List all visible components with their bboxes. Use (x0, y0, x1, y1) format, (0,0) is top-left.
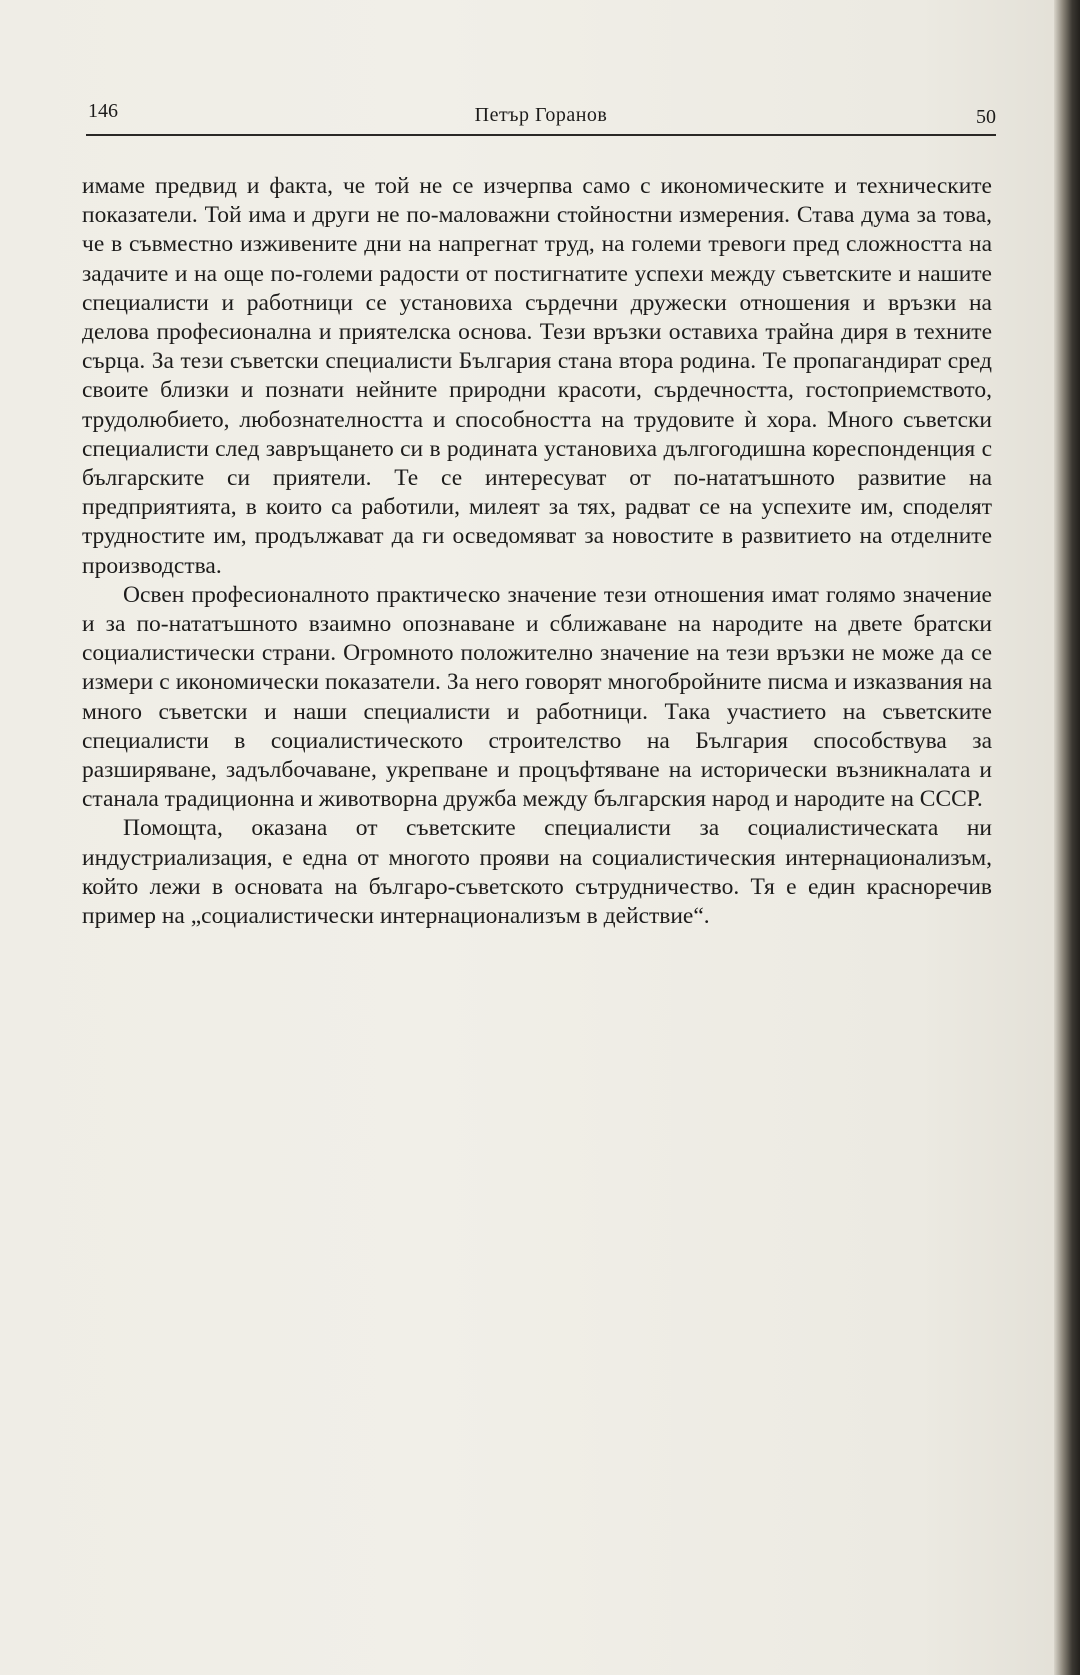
page-header (86, 100, 996, 136)
paragraph-2: Освен професионалното практическо значение тези отношения имат голямо значение и за по-нататъшното взаимно опознаване и сближаване на народите на двете братски социалистически страни. Огромното положително значение на тези връзки не може да се измери с икономически показатели. За него говорят многобройните писма и изказвания на много съветски и наши специалисти и работници. Така участието на съветските специалисти в социалистическото строителство на България способствува за разширяване, задълбочаване, укрепване и процъфтяване на исторически възникналата и станала традиционна и животворна дружба между българския народ и народите на СССР. (82, 581, 992, 813)
running-title: Петър Горанов (474, 104, 608, 126)
body-text (82, 172, 992, 931)
paragraph-3: Помощта, оказана от съветските специалисти за социалистическата ни индустриализация, е една от многото прояви на социалистическия интернационализъм, който лежи в основата на българо-съветското сътрудничество. Тя е един красноречив пример на „социалистически интернационализъм в действие“. (82, 815, 992, 930)
page-number-left: 146 (88, 100, 118, 122)
page-binding-edge (1054, 0, 1080, 1675)
paragraph-1: имаме предвид и факта, че той не се изчерпва само с икономическите и техническите показатели. Той има и други не по-маловажни стойностни измерения. Става дума за това, че в съвместно изживените дни на напрегнат труд, на големи тревоги пред сложността на задачите и на още по-големи радости от постигнатите успехи между съветските и нашите специалисти и работници се установиха сърдечни дружески отношения и връзки на делова професионална и приятелска основа. Тези връзки оставиха трайна диря в техните сърца. За тези съветски специалисти България стана втора родина. Те пропагандират сред своите близки и познати нейните природни красоти, сърдечността, гостоприемството, трудолюбието, любознателността и способността на трудовите ѝ хора. Много съветски специалисти след завръщането си в родината установиха дългогодишна кореспонденция с българските си приятели. Те се интересуват от по-нататъшното развитие на предприятията, в които са работили, милеят за тях, радват се на успехите им, споделят трудностите им, продължават да ги осведомяват за новостите в развитието на отделните производства. (82, 173, 992, 579)
page-number-right: 50 (976, 106, 996, 128)
